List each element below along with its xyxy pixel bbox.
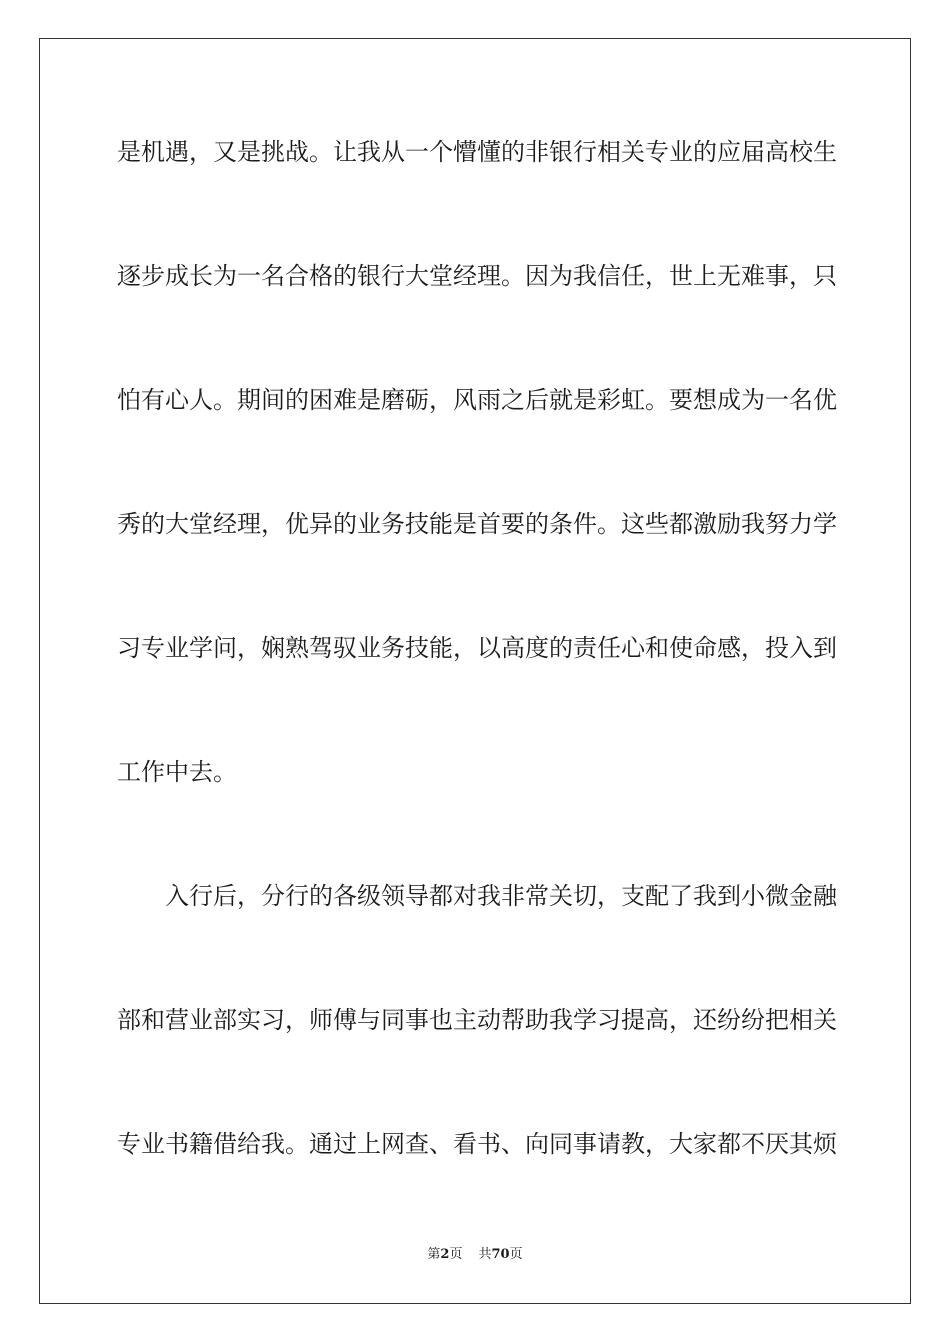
total-suffix: 页: [509, 1247, 523, 1262]
page-prefix: 第: [427, 1247, 441, 1262]
paragraph-line-4: 秀的大堂经理，优异的业务技能是首要的条件。这些都激励我努力学: [117, 510, 837, 538]
paragraph-line-3: 怕有心人。期间的困难是磨砺，风雨之后就是彩虹。要想成为一名优: [117, 386, 837, 414]
paragraph-line-5: 习专业学问，娴熟驾驭业务技能，以高度的责任心和使命感，投入到: [117, 634, 837, 662]
total-pages: 70: [491, 1247, 510, 1262]
page-suffix: 页: [449, 1247, 463, 1262]
paragraph-line-2: 逐步成长为一名合格的银行大堂经理。因为我信任，世上无难事，只: [117, 262, 837, 290]
paragraph-line-1: 是机遇，又是挑战。让我从一个懵懂的非银行相关专业的应届高校生: [117, 138, 837, 166]
paragraph-line-7: 入行后，分行的各级领导都对我非常关切，支配了我到小微金融: [165, 882, 837, 910]
paragraph-line-9: 专业书籍借给我。通过上网查、看书、向同事请教，大家都不厌其烦: [117, 1130, 837, 1158]
page-footer: [0, 1246, 950, 1264]
paragraph-line-8: 部和营业部实习，师傅与同事也主动帮助我学习提高，还纷纷把相关: [117, 1006, 837, 1034]
page-number: 2: [440, 1247, 450, 1262]
paragraph-line-6: 工作中去。: [117, 758, 237, 786]
total-prefix: 共: [478, 1247, 492, 1262]
page-border: [39, 38, 911, 1304]
